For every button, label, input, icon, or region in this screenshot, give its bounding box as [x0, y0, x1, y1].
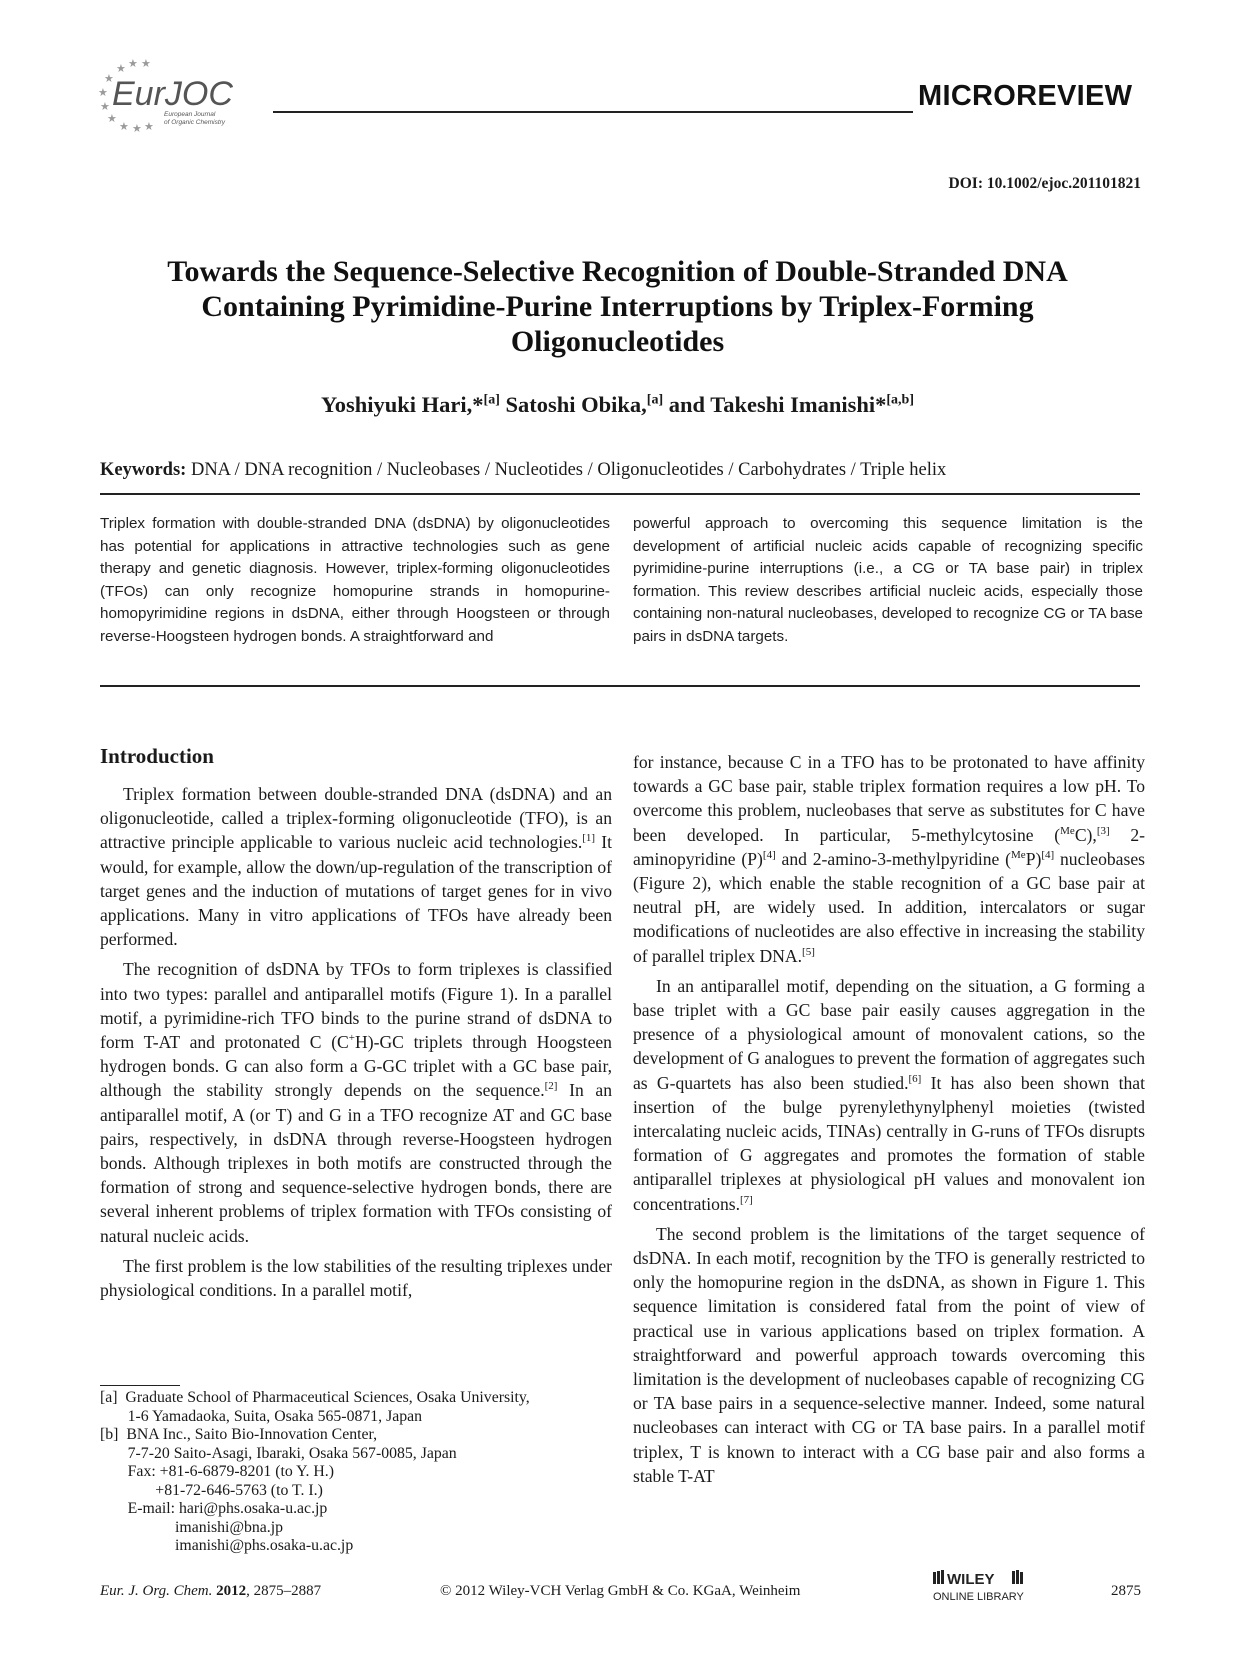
- author-list: Yoshiyuki Hari,*[a] Satoshi Obika,[a] and Takeshi Imanishi*[a,b]: [320, 392, 914, 417]
- paragraph: The recognition of dsDNA by TFOs to form triplexes is classified into two types: parallel and antiparallel motifs (Figure 1). In a parallel motif, a pyrimidine-rich TFO binds to the purine strand of dsDNA to form T-AT and protonated C (C+H)-GC triplets through Hoogsteen hydrogen bonds. G can also form a G-GC triplet with a GC base pair, although the stability strongly depends on the sequence.[2] In an antiparallel motif, A (or T) and G in a TFO recognize AT and GC base pairs, respectively, in dsDNA through reverse-Hoogsteen hydrogen bonds. Although triplexes in both motifs are constructed through the formation of strong and sequence-selective hydrogen bonds, there are several inherent problems of triplex formation with TFOs consisting of natural nucleic acids.: [100, 959, 613, 1246]
- footer-copyright: © 2012 Wiley-VCH Verlag GmbH & Co. KGaA, Weinheim: [440, 1583, 801, 1599]
- email-link: E-mail: hari@phs.osaka-u.ac.jp: [100, 1500, 328, 1517]
- paragraph: In an antiparallel motif, depending on the situation, a G forming a base triplet with a GC base pair easily causes aggregation in the presence of a physiological amount of monovalent cations, so the development of G analogues to prevent the formation of aggregates such as G-quartets has also been studied.[6] It has also been shown that insertion of the bulge pyrenylethynylphenyl moieties (twisted intercalating nucleic acids, TINAs) centrally in G-runs of TFOs disrupts formation of G aggregates and promotes the formation of stable antiparallel triplexes at physiological pH values and monovalent ion concentrations.[7]: [633, 975, 1146, 1214]
- citation[interactable]: [3]: [1096, 824, 1110, 837]
- wiley-online-library-logo[interactable]: [933, 1567, 1043, 1607]
- svg-text:of Organic Chemistry: of Organic Chemistry: [164, 119, 226, 126]
- author-name: Yoshiyuki Hari,*: [320, 392, 484, 417]
- wiley-book-icon: [933, 1570, 944, 1584]
- article-title: Towards the Sequence-Selective Recognition of Double-Stranded DNA Containing Pyrimidine-Purine Interruptions by Triplex-Forming Oligonucleotides: [167, 255, 1068, 358]
- citation[interactable]: [7]: [740, 1193, 753, 1206]
- svg-text:★: ★: [144, 121, 154, 133]
- keywords: Keywords: DNA / DNA recognition / Nucleobases / Nucleotides / Oligonucleotides / Carbohydrates / Triple helix: [100, 460, 947, 480]
- page-number: 2875: [1111, 1583, 1141, 1599]
- svg-text:WILEY: WILEY: [947, 1571, 995, 1588]
- header-rule: [273, 111, 913, 113]
- svg-text:★: ★: [104, 73, 114, 85]
- paragraph: Triplex formation between double-stranded DNA (dsDNA) and an oligonucleotide, called a triplex-forming oligonucleotide (TFO), is an attractive principle applicable to various nucleic acid technologies.[1] It would, for example, allow the down/up-regulation of the transcription of target genes and the induction of mutations of target genes for in vivo applications. Many in vitro applications of TFOs have already been performed.: [100, 784, 612, 950]
- eurjoc-logo: [98, 58, 268, 133]
- paragraph: The second problem is the limitations of the target sequence of dsDNA. In each motif, recognition by the TFO is generally restricted to only the homopurine region in the dsDNA, as shown in Figure 1. This sequence limitation is considered fatal from the point of view of practical use in various applications based on triplex formation. A straightforward and powerful approach towards overcoming this limitation is the development of nucleobases capable of recognizing CG or TA base pairs in a sequence-selective manner. Indeed, some natural nucleobases can interact with CG or TA base pairs. In a parallel motif triplex, T is known to interact with a CG base pair and also forms a stable T-AT: [633, 1223, 1145, 1486]
- abstract-right: powerful approach to overcoming this sequence limitation is the development of artificial nucleic acids capable of recognizing specific pyrimidine-purine interruptions (i.e., a CG or TA base pair) in triplex formation. This review describes artificial nucleic acids, especially those containing non-natural nucleobases, developed to recognize CG or TA base pairs in dsDNA targets.: [633, 515, 1143, 645]
- paragraph: The first problem is the low stabilities of the resulting triplexes under physiological conditions. In a parallel motif,: [100, 1255, 612, 1301]
- citation[interactable]: [1]: [582, 832, 596, 845]
- abstract-rule: [100, 685, 1140, 687]
- svg-text:★: ★: [116, 63, 126, 75]
- citation[interactable]: [2]: [544, 1080, 558, 1093]
- doi[interactable]: DOI: 10.1002/ejoc.201101821: [948, 175, 1141, 192]
- svg-text:★: ★: [107, 113, 117, 125]
- affiliations: [a] Graduate School of Pharmaceutical Sciences, Osaka University, 1-6 Yamadaoka, Suita, Osaka 565-0871, Japan [b] BNA Inc., Saito Bio-Innovation Center, 7-7-20 Saito-Asagi, Ibaraki, Osaka 567-0085, Japan Fax: +81-6-6879-8201 (to Y. H.) +81-72-646-5763 (to T. I.) E-mail: hari@phs.osaka-u.ac.jp imanishi@bna.jp imanishi@phs.osaka-u.ac.jp: [100, 1389, 620, 1556]
- author-name: Satoshi Obika,: [505, 392, 647, 417]
- svg-text:European Journal: European Journal: [164, 111, 216, 118]
- footer-citation: Eur. J. Org. Chem. 2012, 2875–2887: [100, 1583, 322, 1599]
- svg-text:★: ★: [141, 58, 151, 70]
- footnote-rule: [100, 1385, 180, 1386]
- author-name: Takeshi Imanishi*: [710, 392, 887, 417]
- citation[interactable]: [4]: [1041, 848, 1055, 861]
- keywords-rule: [100, 493, 1140, 495]
- section-label: MICROREVIEW: [918, 80, 1133, 112]
- svg-text:★: ★: [128, 58, 138, 70]
- body-column-right: [633, 750, 1145, 1488]
- paragraph: for instance, because C in a TFO has to be protonated to have affinity towards a GC base pair, stable triplex formation requires a low pH. To overcome this problem, nucleobases that serve as substitutes for C have been developed. In particular, 5-methylcytosine ($^{Me}$C),[3] 2-aminopyridine (P)[4] and 2-amino-3-methylpyridine ($^{Me}$P)[4] nucleobases (Figure 2), which enable the stable recognition of a GC base pair at neutral pH, are widely used. In addition, intercalators or sugar modifications of nucleotides are also effective in increasing the stability of parallel triplex DNA.[5]: [633, 752, 1145, 966]
- svg-text:ONLINE LIBRARY: ONLINE LIBRARY: [933, 1591, 1024, 1603]
- section-heading: Introduction: [100, 744, 214, 768]
- svg-text:★: ★: [119, 121, 129, 133]
- body-column-left: [100, 782, 612, 1302]
- abstract-left: Triplex formation with double-stranded DNA (dsDNA) by oligonucleotides has potential for applications in attractive technologies such as gene therapy and genetic diagnosis. However, triplex-forming oligonucleotides (TFOs) can only recognize homopurine strands in homopurine-homopyrimidine regions in dsDNA, either through Hoogsteen or through reverse-Hoogsteen hydrogen bonds. A straightforward and: [100, 515, 610, 645]
- citation[interactable]: [6]: [908, 1072, 922, 1085]
- svg-text:★: ★: [98, 87, 108, 99]
- citation[interactable]: [4]: [762, 848, 776, 861]
- svg-text:★: ★: [100, 101, 110, 113]
- logo-text: EurJOC: [112, 75, 233, 113]
- svg-text:★: ★: [132, 123, 142, 133]
- citation[interactable]: [5]: [802, 945, 815, 958]
